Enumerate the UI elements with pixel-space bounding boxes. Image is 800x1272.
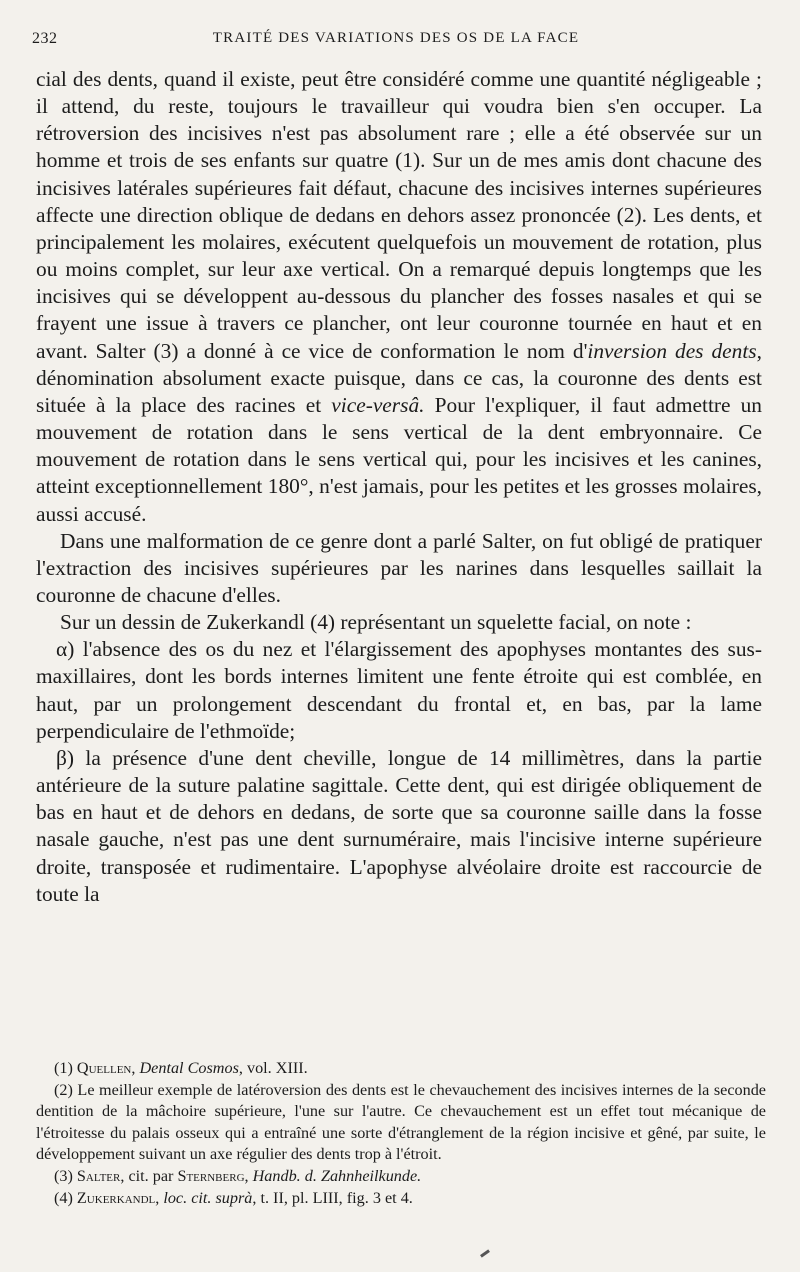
footnote-4-separator: , [155, 1188, 164, 1207]
paragraph-1-text: cial des dents, quand il existe, peut être considéré comme une quantité négligeable ; il attend, du reste, toujours le travailleur qui voudra bien s'en occuper. La rétroversion des incisives n'est pas absolument rare ; elle a été observée sur un homme et trois de ses enfants sur quatre (1). Sur un de mes amis dont chacune des incisives latérales supérieures fait défaut, chacune des incisives internes supérieures affecte une direction oblique de dedans en dehors assez prononcée (2). Les dents, et principalement les molaires, exécutent quelquefois un mouvement de rotation, plus ou moins complet, sur leur axe vertical. On a remarqué depuis longtemps que les incisives qui se développent au-dessous du plancher des fosses nasales et qui se frayent une issue à travers ce plancher, ont leur couronne tournée en haut et en avant. Salter (3) a donné à ce vice de conformation le nom d' [36, 67, 762, 363]
footnote-3-separator: , [244, 1166, 253, 1185]
footnote-4-author: Zukerkandl [76, 1188, 156, 1207]
footnote-1-separator: , [131, 1059, 140, 1077]
list-item-alpha: α) l'absence des os du nez et l'élargissement des apophyses montantes des sus-maxillaires, dont les bords internes limitent une fente étroite qui est comblée, en haut, par un prolongement descendant du frontal et, en bas, par la lame perpendiculaire de l'ethmoïde; [36, 637, 762, 743]
paragraph-1-text-c: Pour l'expliquer, il faut admettre un mouvement de rotation dans le sens vertical de la dent embryonnaire. Ce mouvement de rotation dans le sens vertical qui, pour les incisives et les canines, atteint exceptionnellement 180°, n'est jamais, pour les petites et les grosses molaires, aussi accusé. [36, 392, 763, 526]
paragraph-2: Dans une malformation de ce genre dont a parlé Salter, on fut obligé de pratiquer l'extraction des incisives supérieures par les narines dans lesquelles saillait la couronne de chacune d'elles. [36, 528, 762, 607]
footnote-1-number: (1) [54, 1059, 77, 1077]
paragraph-3: Sur un dessin de Zukerkandl (4) représentant un squelette facial, on note : [60, 610, 692, 635]
list-item-beta: β) la présence d'une dent cheville, longue de 14 millimètres, dans la partie antérieure de la suture palatine sagittale. Cette dent, qui est dirigée obliquement de bas en haut et de dehors en dedans, de sorte que sa couronne saille dans la fosse nasale gauche, n'est pas une dent surnuméraire, mais l'incisive interne supérieure droite, transposée et rudimentaire. L'apophyse alvéolaire droite est raccourcie de toute la [36, 745, 762, 906]
page-number: 232 [32, 30, 58, 47]
footnote-1-rest: , vol. XIII. [238, 1059, 308, 1077]
footnote-4-rest: , t. II, pl. LIII, fig. 3 et 4. [252, 1188, 413, 1207]
footnote-3 [36, 1166, 766, 1188]
running-title: TRAITÉ DES VARIATIONS DES OS DE LA FACE [212, 30, 580, 46]
paragraph-1-text-b: , dénomination absolument exacte puisque, dans ce cas, la couronne des dents est située à la place des racines et [36, 338, 762, 417]
italic-term-inversion: inversion des dents [587, 338, 757, 363]
italic-term-vice-versa: vice-versâ. [331, 392, 425, 417]
body-text [36, 66, 762, 908]
footnote-2: (2) Le meilleur exemple de latéroversion des dents est le chevauchement des incisives internes de la seconde dentition de la mâchoire supérieure, l'une sur l'autre. Ce chevauchement est un effet tout mécanique de l'étroitesse du palais osseux qui a entraîné une sorte d'étranglement de la région incisive et gêné, par suite, le développement suivant un axe régulier des dents trop à l'étroit. [36, 1080, 766, 1164]
footnotes [36, 1058, 766, 1209]
footnote-4-number: (4) [54, 1188, 77, 1207]
footnote-4 [36, 1188, 766, 1210]
footnote-3-title: Handb. d. Zahnheilkunde. [252, 1166, 422, 1185]
page-header [32, 30, 760, 54]
footnote-4-reference: loc. cit. suprà [163, 1188, 253, 1207]
footnote-3-author: Salter [76, 1166, 121, 1185]
footnote-1-title: Dental Cosmos [139, 1059, 239, 1077]
footnote-3-mid: , cit. par [120, 1166, 178, 1185]
footnote-3-number: (3) [54, 1166, 77, 1185]
footnote-3-author-2: Sternberg [177, 1166, 245, 1185]
ink-mark [480, 1249, 490, 1257]
paragraph-1 [36, 66, 762, 528]
footnote-1 [36, 1058, 766, 1080]
footnote-1-author: Quellen [76, 1059, 132, 1077]
